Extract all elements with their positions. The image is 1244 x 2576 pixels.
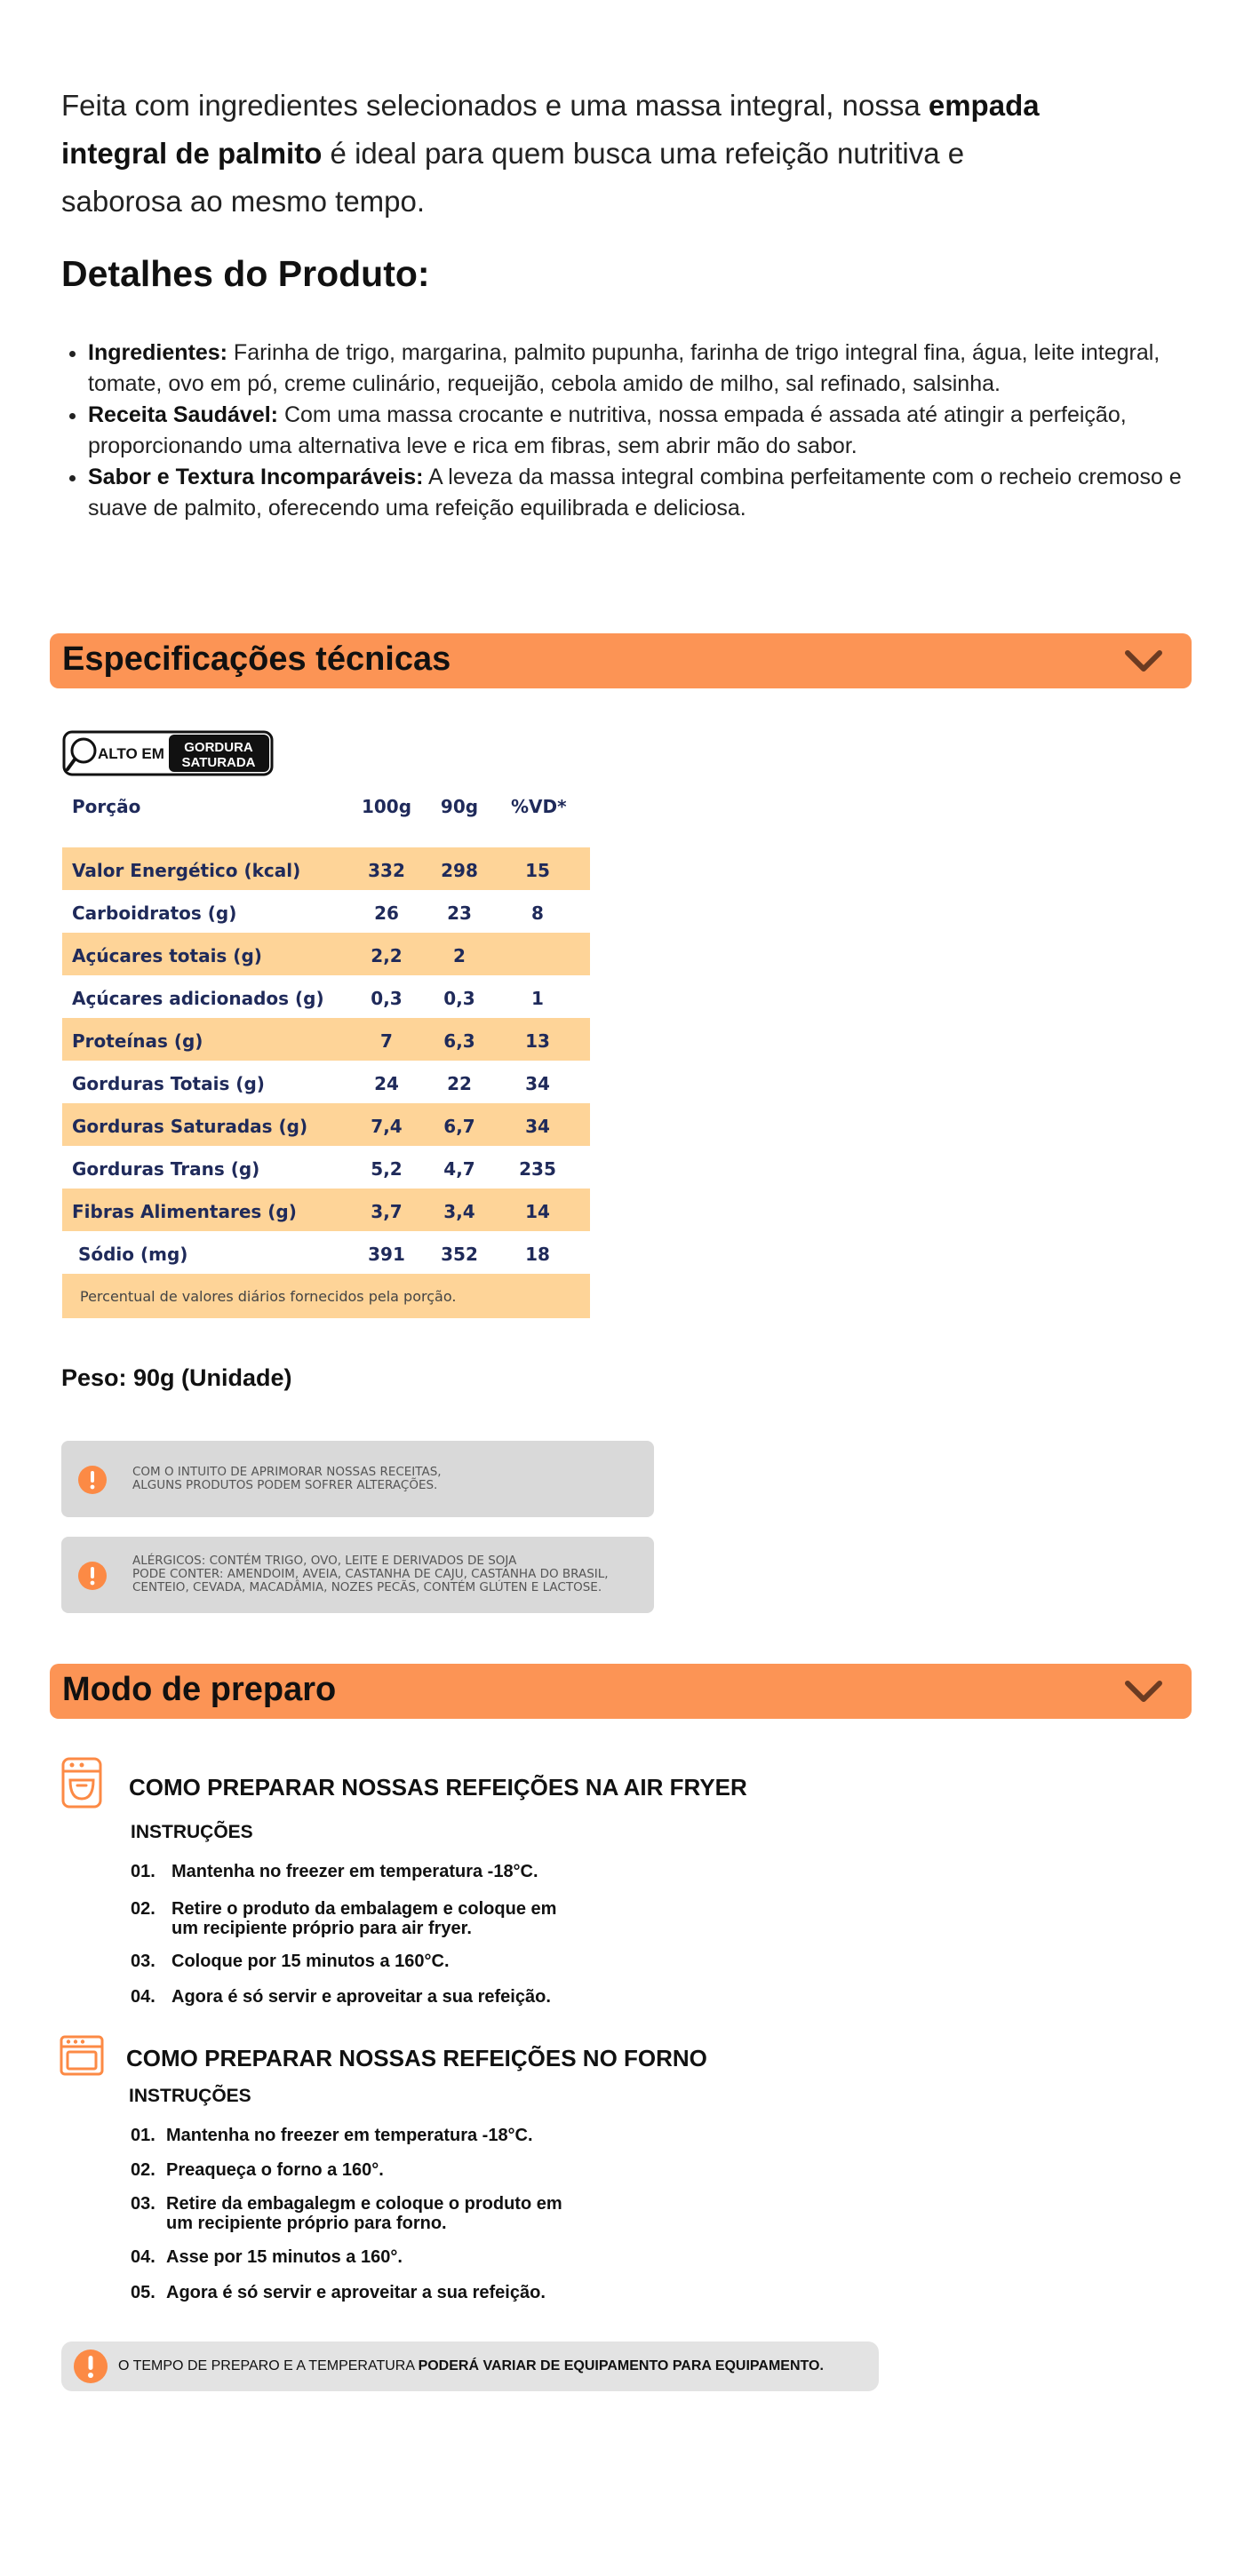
nutrition-row	[62, 890, 590, 933]
step-text	[171, 1899, 634, 1938]
step-number: 04.	[131, 2247, 156, 2267]
nutrition-row	[62, 975, 590, 1018]
nutrition-cell: 7	[380, 1030, 393, 1052]
nutrition-cell: 14	[525, 1201, 550, 1222]
prep-section-toggle[interactable]	[50, 1664, 1192, 1719]
details-item-text: A leveza da massa integral combina perfeitamente com o recheio cremoso e suave de palmito, oferecendo uma refeição equilibrada e deliciosa.	[88, 465, 1182, 521]
nutrition-cell: 1	[531, 988, 544, 1009]
oven-subtitle: INSTRUÇÕES	[129, 2086, 251, 2106]
nutrition-header-cell: Porção	[72, 796, 141, 817]
final-note-regular: O TEMPO DE PREPARO E A TEMPERATURA	[118, 2358, 419, 2373]
nutrition-cell: Açúcares totais (g)	[72, 945, 262, 966]
nutrition-row	[62, 1189, 590, 1231]
intro-highlight: empada integral de palmito	[61, 89, 1040, 170]
nutrition-row	[62, 1231, 590, 1274]
nutrition-cell: Gorduras Totais (g)	[72, 1073, 265, 1094]
details-item-text: Com uma massa crocante e nutritiva, nossa empada é assada até atingir a perfeição, proporcionando uma alternativa leve e rica em fibras, sem abrir mão do sabor.	[88, 402, 1127, 458]
step-line: Retire o produto da embalagem e coloque em	[171, 1899, 557, 1919]
nutrition-cell: Fibras Alimentares (g)	[72, 1201, 297, 1222]
high-saturated-fat-badge	[62, 730, 274, 776]
intro-paragraph	[61, 82, 1083, 226]
nutrition-header-row	[62, 782, 590, 835]
nutrition-cell: 2,2	[371, 945, 403, 966]
badge-right-line2: SATURADA	[181, 755, 256, 770]
intro-text-after: é ideal para quem busca uma refeição nutritiva e saborosa ao mesmo tempo.	[61, 137, 965, 218]
step-line: Retire da embagalegm e coloque o produto em	[166, 2194, 562, 2214]
notice-line: COM O INTUITO DE APRIMORAR NOSSAS RECEITAS,	[132, 1465, 442, 1479]
nutrition-cell: 22	[447, 1073, 472, 1094]
nutrition-footnote-text: Percentual de valores diários fornecidos pela porção.	[80, 1288, 457, 1305]
step-line: Mantenha no freezer em temperatura -18°C.	[166, 2126, 533, 2145]
nutrition-row	[62, 933, 590, 975]
badge-right-line1: GORDURA	[184, 740, 253, 755]
step-line: Agora é só servir e aproveitar a sua refeição.	[171, 1987, 551, 2007]
step-text	[166, 2283, 628, 2302]
nutrition-cell: 34	[525, 1073, 550, 1094]
step-number: 03.	[131, 1952, 156, 1971]
nutrition-cell: 23	[447, 902, 472, 924]
notice-text	[132, 1466, 442, 1492]
nutrition-cell: 332	[368, 860, 405, 881]
allergen-notice	[61, 1537, 654, 1613]
step-line: Mantenha no freezer em temperatura -18°C.	[171, 1862, 538, 1881]
step-number: 05.	[131, 2283, 156, 2302]
step-line: um recipiente próprio para air fryer.	[171, 1919, 472, 1938]
nutrition-cell: 298	[441, 860, 478, 881]
airfryer-title: COMO PREPARAR NOSSAS REFEIÇÕES NA AIR FRYER	[129, 1774, 747, 1801]
notice-line: ALGUNS PRODUTOS PODEM SOFRER ALTERAÇÕES.	[132, 1478, 438, 1492]
nutrition-cell: Gorduras Trans (g)	[72, 1158, 260, 1180]
nutrition-cell: 235	[519, 1158, 556, 1180]
nutrition-footnote	[62, 1274, 590, 1318]
step-text	[166, 2126, 628, 2145]
nutrition-cell: 391	[368, 1244, 405, 1265]
nutrition-cell: 34	[525, 1116, 550, 1137]
nutrition-row	[62, 1018, 590, 1061]
nutrition-row	[62, 1103, 590, 1146]
nutrition-cell: 15	[525, 860, 550, 881]
step-text	[171, 1952, 634, 1971]
nutrition-cell: 0,3	[443, 988, 475, 1009]
nutrition-cell: 7,4	[371, 1116, 403, 1137]
chevron-down-icon	[1124, 646, 1163, 676]
nutrition-cell: 3,4	[443, 1201, 475, 1222]
notice-line: PODE CONTER: AMENDOIM, AVEIA, CASTANHA DE CAJU, CASTANHA DO BRASIL,	[132, 1567, 609, 1581]
final-note-text	[118, 2358, 824, 2374]
oven-title: COMO PREPARAR NOSSAS REFEIÇÕES NO FORNO	[126, 2045, 707, 2071]
step-text	[166, 2194, 628, 2233]
spec-section-title: Especificações técnicas	[62, 640, 451, 678]
nutrition-cell: 5,2	[371, 1158, 403, 1180]
final-note-bold: PODERÁ VARIAR DE EQUIPAMENTO PARA EQUIPAMENTO.	[418, 2358, 824, 2373]
nutrition-cell: 3,7	[371, 1201, 403, 1222]
step-line: um recipiente próprio para forno.	[166, 2214, 447, 2233]
step-number: 01.	[131, 1862, 156, 1881]
product-weight: Peso: 90g (Unidade)	[61, 1364, 292, 1391]
details-item-label: Ingredientes:	[88, 340, 227, 365]
nutrition-cell: Valor Energético (kcal)	[72, 860, 301, 881]
air-fryer-icon	[60, 1756, 104, 1809]
alert-icon	[77, 1465, 108, 1495]
step-number: 01.	[131, 2126, 156, 2145]
nutrition-table	[62, 782, 590, 1318]
nutrition-cell: 0,3	[371, 988, 403, 1009]
details-item-recipe	[88, 400, 1199, 462]
nutrition-cell: Sódio (mg)	[72, 1244, 188, 1265]
nutrition-cell: 18	[525, 1244, 550, 1265]
step-number: 02.	[131, 1899, 156, 1919]
step-line: Asse por 15 minutos a 160°.	[166, 2247, 403, 2267]
details-item-label: Receita Saudável:	[88, 402, 278, 427]
nutrition-row	[62, 1146, 590, 1189]
details-item-flavor	[88, 462, 1199, 524]
notice-text	[132, 1554, 609, 1594]
nutrition-cell: 26	[374, 902, 399, 924]
notice-line: ALÉRGICOS: CONTÉM TRIGO, OVO, LEITE E DERIVADOS DE SOJA	[132, 1554, 517, 1568]
alert-icon	[77, 1561, 108, 1591]
step-line: Coloque por 15 minutos a 160°C.	[171, 1952, 450, 1971]
notice-line: CENTEIO, CEVADA, MACADÂMIA, NOZES PECÃS, CONTÉM GLÚTEN E LACTOSE.	[132, 1580, 602, 1594]
step-text	[166, 2160, 628, 2180]
step-number: 02.	[131, 2160, 156, 2180]
details-item-text: Farinha de trigo, margarina, palmito pupunha, farinha de trigo integral fina, água, leite integral, tomate, ovo em pó, creme culinário, requeijão, cebola amido de milho, sal refinado, salsinha.	[88, 340, 1160, 396]
nutrition-cell: 13	[525, 1030, 550, 1052]
details-item-ingredients	[88, 338, 1199, 400]
nutrition-gap	[62, 835, 590, 847]
equipment-variation-note	[61, 2341, 879, 2391]
alert-icon	[73, 2349, 108, 2384]
step-text	[171, 1987, 634, 2007]
nutrition-header-cell: 100g	[361, 796, 412, 817]
nutrition-cell: Carboidratos (g)	[72, 902, 237, 924]
step-text	[166, 2247, 628, 2267]
spec-section-toggle[interactable]	[50, 633, 1192, 688]
nutrition-cell: 6,3	[443, 1030, 475, 1052]
nutrition-cell: 24	[374, 1073, 399, 1094]
step-number: 04.	[131, 1987, 156, 2007]
details-item-label: Sabor e Textura Incomparáveis:	[88, 465, 424, 489]
nutrition-header-cell: %VD*	[511, 796, 567, 817]
nutrition-cell: Gorduras Saturadas (g)	[72, 1116, 308, 1137]
details-list	[61, 338, 1199, 524]
nutrition-row	[62, 847, 590, 890]
step-line: Preaqueça o forno a 160°.	[166, 2160, 384, 2180]
badge-left-text: ALTO EM	[98, 745, 164, 762]
nutrition-cell: Proteínas (g)	[72, 1030, 203, 1052]
nutrition-header-cell: 90g	[440, 796, 479, 817]
recipe-change-notice	[61, 1441, 654, 1517]
prep-section-title: Modo de preparo	[62, 1671, 337, 1708]
nutrition-cell: 6,7	[443, 1116, 475, 1137]
nutrition-cell: 8	[531, 902, 544, 924]
nutrition-cell: Açúcares adicionados (g)	[72, 988, 324, 1009]
nutrition-cell: 352	[441, 1244, 478, 1265]
airfryer-subtitle: INSTRUÇÕES	[131, 1822, 253, 1842]
nutrition-cell: 4,7	[443, 1158, 475, 1180]
chevron-down-icon	[1124, 1676, 1163, 1706]
oven-icon	[59, 2034, 105, 2077]
step-number: 03.	[131, 2194, 156, 2214]
nutrition-cell: 2	[453, 945, 466, 966]
step-text	[171, 1862, 634, 1881]
nutrition-row	[62, 1061, 590, 1103]
step-line: Agora é só servir e aproveitar a sua refeição.	[166, 2283, 546, 2302]
details-title: Detalhes do Produto:	[61, 253, 430, 294]
intro-text-before: Feita com ingredientes selecionados e uma massa integral, nossa	[61, 89, 929, 122]
